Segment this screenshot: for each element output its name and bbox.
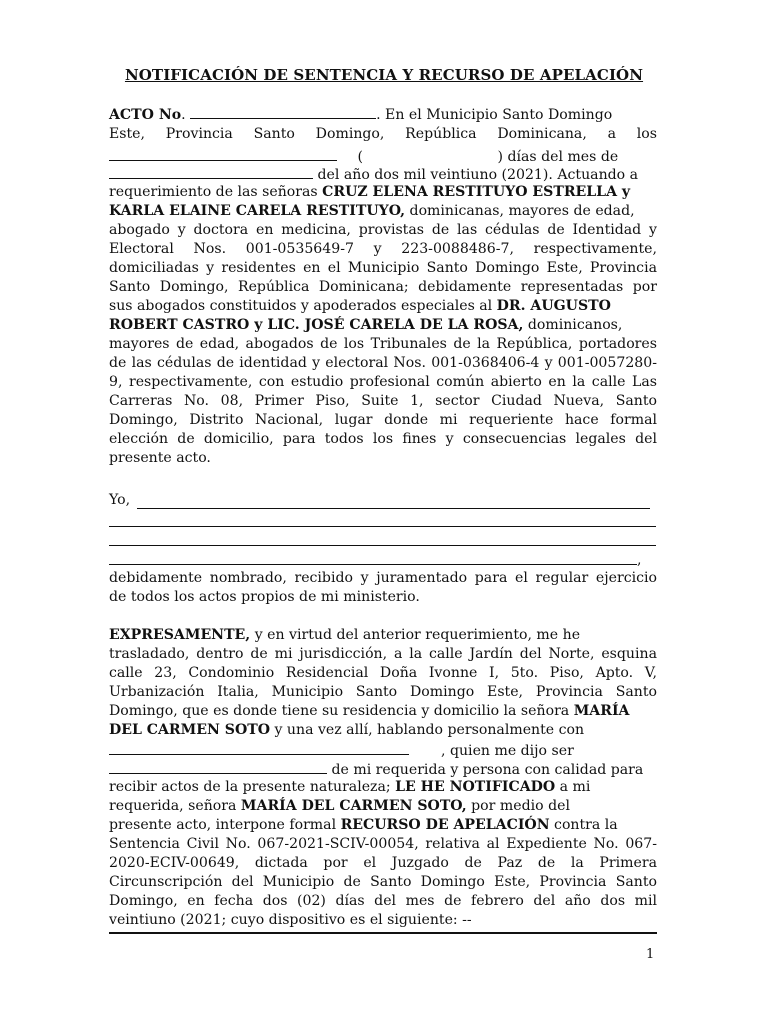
p1-line-3 [109,146,657,165]
year-text: del año dos mil veintiuno (2021). Actuando a [317,167,639,183]
por-medio-text: por medio del [466,798,570,814]
p1-line-5 [109,183,657,202]
document-title: NOTIFICACIÓN DE SENTENCIA Y RECURSO DE APELACIÓN [124,66,644,84]
quien-text: , quien me dijo ser [441,743,574,759]
requirente-names-2: KARLA ELAINE CARELA RESTITUYO, [109,203,406,219]
p1-line-13: mayores de edad, abogados de los Tribunales de la República, portadores [109,336,657,352]
defendant-name-2: DEL CARMEN SOTO [109,722,270,738]
interpone-text: presente acto, interpone formal [109,817,341,833]
p1-line-15: 9, respectivamente, con estudio profesional común abierto en la calle Las [109,374,657,390]
p3-line-3: calle 23, Condominio Residencial Doña Ivonne I, 5to. Piso, Apto. V, [109,665,657,681]
notificado-label: LE HE NOTIFICADO [395,779,556,795]
acto-dot: . [181,107,186,123]
p3-line-14: Circunscripción del Municipio de Santo Domingo Este, Provincia Santo [109,874,657,890]
p1-line-7: abogado y doctora en medicina, provistas de las cédulas de Identidad y [109,222,657,238]
relation-blank [109,759,327,774]
p3-line-15: Domingo, en fecha dos (02) días del mes de febrero del año dos mil [109,893,657,909]
p3-line-1 [109,626,657,645]
paren-open: ( [357,149,363,165]
p1-line-17: Domingo, Distrito Nacional, lugar donde mi requeriente hace formal [109,412,657,428]
p2-line-6: de todos los actos propios de mi ministerio. [109,589,420,605]
p1-line-16: Carreras No. 08, Primer Piso, Suite 1, sector Ciudad Nueva, Santo [109,393,657,409]
p1-line-19: presente acto. [109,450,211,466]
p3-line-10 [109,797,657,816]
abogados-text: sus abogados constituidos y apoderados especiales al [109,298,497,314]
recurso-label: RECURSO DE APELACIÓN [340,817,550,833]
senora-text: requerida, señora [109,798,241,814]
p1-line-4 [109,164,657,183]
p3-line-4: Urbanización Italia, Municipio Santo Domingo Este, Provincia Santo [109,684,657,700]
p3-line-12: Sentencia Civil No. 067-2021-SCIV-00054, relativa al Expediente No. 067- [109,836,657,852]
person-spoken-blank [109,740,409,755]
marshal-name-blank-4 [109,564,637,565]
expresamente-label: EXPRESAMENTE, [109,627,251,643]
yo-text: Yo, [109,492,131,508]
domicilio-text: Domingo, que es donde tiene su residencia y domicilio la señora [109,703,574,719]
page-number: 1 [646,947,655,962]
nationality-text: dominicanas, mayores de edad, [405,203,635,219]
p1-line-1 [109,104,657,123]
p3-line-6 [109,721,657,740]
acto-number-blank [190,104,376,119]
p3-line-11 [109,816,657,835]
marshal-name-blank-2 [109,526,656,527]
defendant-name-3: MARÍA DEL CARMEN SOTO, [240,798,467,814]
p3-line-9 [109,778,657,797]
p3-line-13: 2020-ECIV-00649, dictada por el Juzgado de Paz de la Primera [109,855,657,871]
p1-line-18: elección de domicilio, para todos los fines y consecuencias legales del [109,431,657,447]
day-words-blank [109,146,337,161]
p1-line-14: de las cédulas de identidad y electoral Nos. 001-0368406-4 y 001-0057280- [109,355,657,371]
p1-line-6 [109,202,657,221]
days-text: ) días del mes de [497,149,619,165]
month-blank [109,164,313,179]
defendant-name-1: MARÍA [573,703,630,719]
lawyer-name-1: DR. AUGUSTO [496,298,611,314]
lawyer-name-2: ROBERT CASTRO y LIC. JOSÉ CARELA DE LA ROSA, [109,317,524,333]
p3-line-7 [109,740,657,759]
bottom-rule [109,932,657,934]
p3-line-2: trasladado, dentro de mi jurisdicción, a la calle Jardín del Norte, esquina [109,646,657,662]
requerimiento-text: requerimiento de las señoras [109,184,323,200]
acto-municipio-text: . En el Municipio Santo Domingo [376,107,613,123]
a-mi-text: a mi [555,779,591,795]
requerimiento-reference: y en virtud del anterior requerimiento, me he [250,627,581,643]
contra-text: contra la [549,817,618,833]
p1-line-12 [109,316,657,335]
p3-line-16: veintiuno (2021; cuyo dispositivo es el siguiente: -- [109,912,472,928]
p1-line-8: Electoral Nos. 001-0535649-7 y 223-0088486-7, respectivamente, [109,241,657,257]
p1-line-2: Este, Provincia Santo Domingo, República Dominicana, a los [109,126,657,142]
p3-line-5 [109,702,657,721]
p1-line-9: domiciliadas y residentes en el Municipio Santo Domingo Este, Provincia [109,260,657,276]
p3-line-8 [109,759,657,778]
p2-line-5: debidamente nombrado, recibido y juramentado para el regular ejercicio [109,570,657,586]
hablando-text: y una vez allí, hablando personalmente con [270,722,585,738]
requerida-text: de mi requerida y persona con calidad para [331,762,644,778]
dominicanos-text: dominicanos, [523,317,623,333]
marshal-name-blank-3 [109,545,656,546]
requirente-names-1: CRUZ ELENA RESTITUYO ESTRELLA y [322,184,631,200]
marshal-name-blank-1 [137,508,650,509]
recibir-text: recibir actos de la presente naturaleza; [109,779,396,795]
acto-label: ACTO No [109,107,182,123]
blank-comma: , [637,552,642,568]
p1-line-10: Santo Domingo, República Dominicana; debidamente representadas por [109,279,657,295]
p1-line-11 [109,297,657,316]
